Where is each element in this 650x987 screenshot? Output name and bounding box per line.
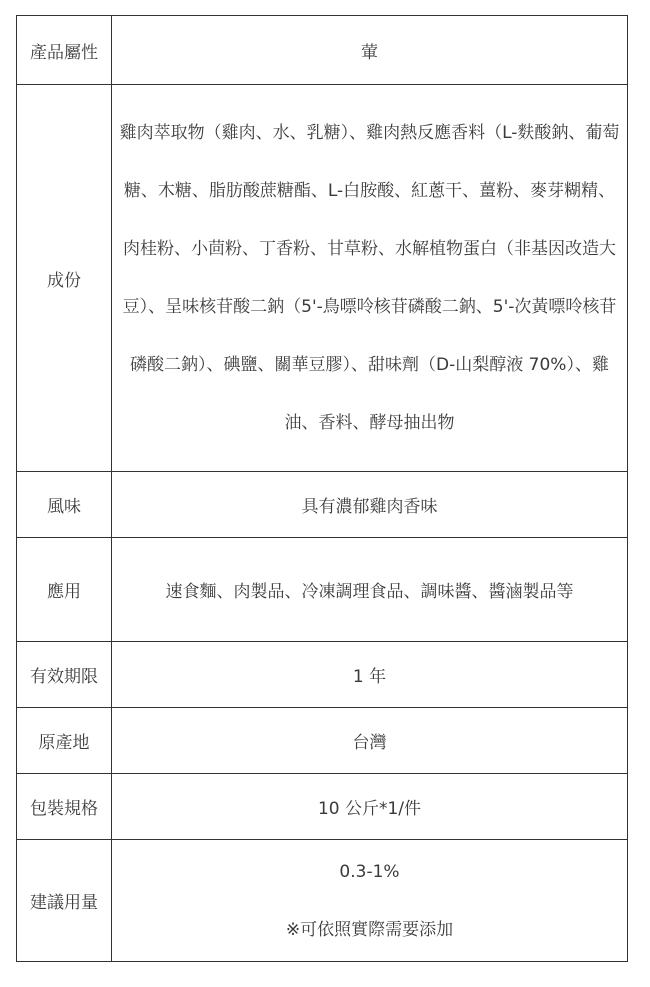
row-label: 產品屬性 <box>17 16 112 85</box>
row-label: 包裝規格 <box>17 774 112 840</box>
table-row <box>17 774 628 840</box>
row-value: 具有濃郁雞肉香味 <box>112 472 628 538</box>
row-value: 10 公斤*1/件 <box>112 774 628 840</box>
row-label: 成份 <box>17 85 112 472</box>
product-spec-table <box>16 15 628 962</box>
table-row <box>17 472 628 538</box>
row-value: 1 年 <box>112 642 628 708</box>
table-row <box>17 840 628 962</box>
ingredients-text: 雞肉萃取物（雞肉、水、乳糖）、雞肉熱反應香料（L-麩酸鈉、葡萄糖、木糖、脂肪酸蔗糖酯、L-白胺酸、紅蔥干、薑粉、麥芽糊精、肉桂粉、小茴粉、丁香粉、甘草粉、水解植物蛋白（非基因改造大豆）、呈味核苷酸二鈉（5'-鳥嘌呤核苷磷酸二鈉、5'-次黃嘌呤核苷磷酸二鈉）、碘鹽、關華豆膠）、甜味劑（D-山梨醇液 70%）、雞油、香料、酵母抽出物 <box>119 123 620 433</box>
table-row <box>17 85 628 472</box>
row-label: 原產地 <box>17 708 112 774</box>
table-row <box>17 16 628 85</box>
row-label: 建議用量 <box>17 840 112 962</box>
dosage-cell <box>112 840 628 962</box>
dosage-value: 0.3-1% <box>339 861 400 882</box>
row-label: 有效期限 <box>17 642 112 708</box>
row-label: 風味 <box>17 472 112 538</box>
row-label: 應用 <box>17 538 112 642</box>
table-row <box>17 708 628 774</box>
table-row <box>17 642 628 708</box>
row-value: 葷 <box>112 16 628 85</box>
row-value: 台灣 <box>112 708 628 774</box>
ingredients-cell <box>112 85 628 472</box>
row-value: 速食麵、肉製品、冷凍調理食品、調味醬、醬滷製品等 <box>112 538 628 642</box>
table-row <box>17 538 628 642</box>
dosage-note: ※可依照實際需要添加 <box>285 919 454 940</box>
